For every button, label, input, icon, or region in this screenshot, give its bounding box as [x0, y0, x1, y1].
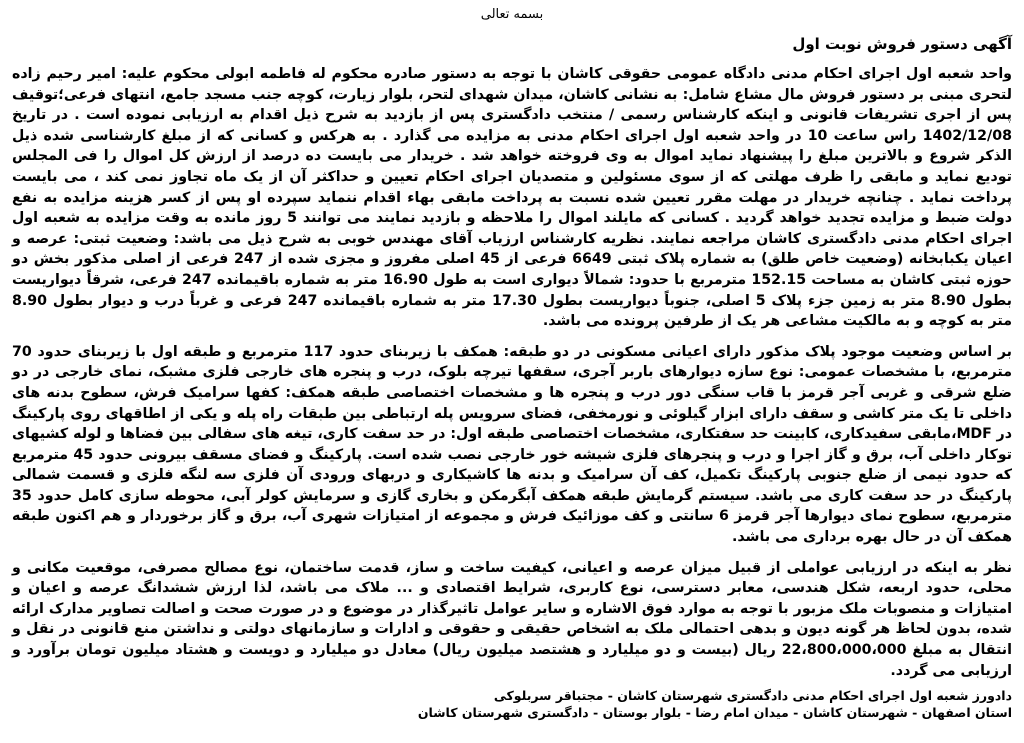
notice-title: آگهی دستور فروش نوبت اول — [792, 35, 1012, 53]
basmala-heading: بسمه تعالی — [480, 7, 544, 22]
notice-paragraph-valuation: نظر به اینکه در ارزیابی عواملی از قبیل میزان عرصه و اعیانی، کیفیت ساخت و ساز، قدمت ساختمان، نوع مصالح مصرفی، موقعیت مکانی و محلی، حدود اربعه، شکل هندسی، معابر دسترسی، نوع کاربری، شرایط اقتصادی و ... ملاک می باشد، لذا ارزش ششدانگ عرصه و اعیان و امتیازات و منصوبات ملک مزبور با توجه به موارد فوق الاشاره و سایر عوامل تاثیرگذار در موضوع و در صورت صحت و اصالت تصاویر مدارک ارائه شده، بدون لحاظ هر گونه دیون و بدهی احتمالی ملک به اشخاص حقیقی و حقوقی و ادارات و سازمانهای دولتی و نداشتن منع قانونی در نقل و انتقال به مبلغ 22،800،000،000 ریال (بیست و دو میلیارد و هشتصد میلیون ریال) معادل دو میلیارد و دویست و هشتاد میلیون تومان برآورد و ارزیابی می گردد. — [12, 559, 1012, 679]
signature-line-address: استان اصفهان - شهرستان کاشان - میدان امام رضا - بلوار بوستان - دادگستری شهرستان کاشان — [417, 705, 1012, 721]
signature-line-officer: دادورز شعبه اول اجرای احکام مدنی دادگستری شهرستان کاشان - مجتباقر سربلوکی — [493, 688, 1012, 704]
notice-paragraph-auction-terms: واحد شعبه اول اجرای احکام مدنی دادگاه عمومی حقوقی کاشان با توجه به دستور صادره محکوم له فاطمه ابولی محکوم علیه: امیر رحیم زاده لتحری مبنی بر دستور فروش مال مشاع شامل: به نشانی کاشان، میدان شهدای لتحر، بلوار زیارت، کوچه جنب مسجد جامع، انتهای فرعی؛توقیف پس از اجری تشریفات قانونی و اینکه کارشناس رسمی / منتخب دادگستری پس از بازدید به شرح ذیل اقدام به ارزیابی نموده است . در تاریخ 1402/12/08 راس ساعت 10 در واحد شعبه اول اجرای احکام مدنی به مزایده می گذارد . به هرکس و کسانی که از مبلغ کارشناسی شده ذیل الذکر شروع و بالاترین مبلغ را پیشنهاد نماید اموال به وی فروخته خواهد شد . خریدار می بایست ده درصد از ارزش کل اموال را فی المجلس تودیع نماید و مابقی را ظرف مهلتی که از سوی مسئولین و متصدیان اجرای احکام تعیین و حداکثر آن از یک ماه تجاوز نمی کند ، می بایست پرداخت نماید . چنانچه خریدار در مهلت مقرر تعیین شده نسبت به پرداخت مابقی بهاء اقدام ننماید سپرده او پس از کسر هزینه مزایده به نفع دولت ضبط و مزایده تجدید خواهد گردید . کسانی که مایلند اموال را ملاحظه و بازدید نمایند می توانند 5 روز مانده به وقت مزایده به شعبه اول اجرای احکام مدنی دادگستری کاشان مراجعه نمایند. نظریه کارشناس ارزیاب آقای مهندس خوبی به شرح ذیل می باشد: وضعیت ثبتی: عرصه و اعیان یکبابخانه (وضعیت خاص طلق) به شماره پلاک ثبتی 6649 فرعی از 45 اصلی مفروز و مجزی شده از 247 فرعی از اصلی مذکور بخش دو حوزه ثبتی کاشان به مساحت 152.15 مترمربع با حدود: شمالاً دیواری است به طول 16.90 متر به شماره باقیمانده 247 فرعی، شرقاً دیواریست بطول 8.90 متر به زمین جزء پلاک 5 اصلی، جنوباً دیواریست بطول 17.30 متر به شماره باقیمانده 247 فرعی و غرباً درب و دیوار بطول 8.90 متر به کوچه و به مالکیت مشاعی هر یک از طرفین پرونده می باشد. — [12, 66, 1013, 330]
notice-paragraph-property-description: بر اساس وضعیت موجود پلاک مذکور دارای اعیانی مسکونی در دو طبقه: همکف با زیربنای حدود 117 مترمربع و طبقه اول با زیربنای حدود 70 مترمربع، با مشخصات عمومی: نوع سازه دیوارهای باربر آجری، سقفها تیرچه بلوک، درب و پنجره های خارجی فلزی مشبک، نمای خارجی در دو ضلع شرقی و غربی آجر قرمز با قاب سنگی دور درب و پنجره ها و مشخصات اختصاصی طبقه همکف: کفها سرامیک فرش، سطوح بدنه های داخلی تا یک متر کاشی و سقف دارای ابزار گیلوئی و نورمخفی، فضای سرویس پله ارتباطی بین طبقات راه پله و یکی از اطاقهای روی پارکینگ در MDF،مابقی سفیدکاری، کابینت حد سفتکاری، مشخصات اختصاصی طبقه اول: در حد سفت کاری، تیغه های سفالی بین فضاها و لوله کشیهای توکار داخلی آب، برق و گاز اجرا و درب و پنجرهای فلزی شیشه خور خارجی نصب شده است. پارکینگ و فضای مسقف بیرونی حدود 45 مترمربع که حدود نیمی از ضلع جنوبی پارکینگ تکمیل، کف آن سرامیک و بدنه ها کاشیکاری و دربهای ورودی آن فلزی سه لنگه فلزی و قسمت شمالی پارکینگ در حد سفت کاری می باشد. سیستم گرمایش طبقه همکف آبگرمکن و بخاری گازی و سرمایش کولر آبی، محوطه سازی کامل حدود 35 مترمربع، سطوح نمای دیوارها آجر قرمز 6 سانتی و کف موزائیک فرش و مجموعه از امتیازات شهری آب، برق و گاز برخوردار و هم اکنون طبقه همکف آن در حال بهره برداری می باشد. — [12, 343, 1012, 546]
